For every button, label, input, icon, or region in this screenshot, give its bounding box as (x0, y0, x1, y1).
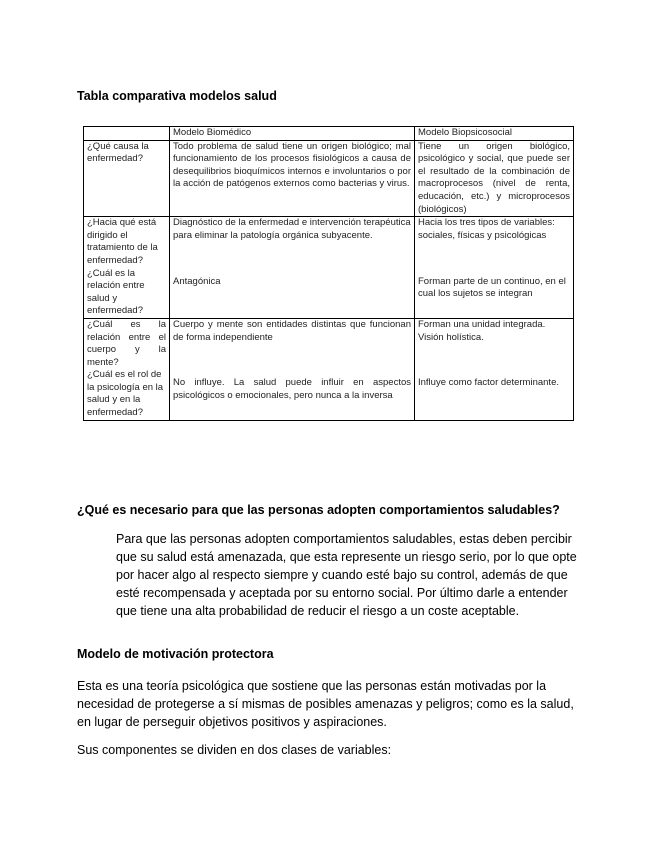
row-biopsicosocial (415, 369, 574, 420)
question-heading: ¿Qué es necesario para que las personas adopten comportamientos saludables? (77, 503, 560, 517)
row-biomedico (170, 268, 415, 319)
row-biomedico: Cuerpo y mente son entidades distintas que funcionan de forma independiente (170, 318, 415, 369)
header-cell-biopsicosocial: Modelo Biopsicosocial (415, 127, 574, 141)
row-biomedico-text: No influye. La salud puede influir en aspectos psicológicos o emocionales, pero nunca a la inversa (173, 377, 411, 401)
row-biomedico: Todo problema de salud tiene un origen biológico; mal funcionamiento de los procesos fisiológicos a causa de desequilibrios bioquímicos internos e involuntarios o por la acción de patógenos externos como bacterias y virus. (170, 140, 415, 217)
answer-paragraph: Para que las personas adopten comportamientos saludables, estas deben percibir que su salud está amenazada, que esta represente un riesgo serio, por lo que opte por hacer algo al respecto siempre y cuando esté bajo su control, además de que esté recompensada y aceptada por su entorno social. Por último darle a entender que tiene una alta probabilidad de reducir el riesgo a un coste aceptable. (116, 532, 577, 618)
section-heading: Modelo de motivación protectora (77, 647, 274, 661)
section-paragraph: Esta es una teoría psicológica que sostiene que las personas están motivadas por la necesidad de protegerse a sí mismas de posibles amenazas y peligros; como es la salud, en lugar de perseguir objetivos positivos y aspiraciones. (77, 679, 574, 729)
row-question: ¿Cuál es la relación entre el cuerpo y la mente? (84, 318, 170, 369)
table-title: Tabla comparativa modelos salud (77, 89, 277, 103)
row-question: ¿Hacia qué está dirigido el tratamiento de la enfermedad? (84, 217, 170, 268)
row-question: ¿Cuál es la relación entre salud y enfermedad? (84, 268, 170, 319)
table-row (84, 268, 574, 319)
row-question: ¿Cuál es el rol de la psicología en la salud y en la enfermedad? (84, 369, 170, 420)
comparison-table (83, 126, 574, 421)
header-cell-biomedico: Modelo Biomédico (170, 127, 415, 141)
row-biomedico: Diagnóstico de la enfermedad e intervención terapéutica para eliminar la patología orgánica subyacente. (170, 217, 415, 268)
row-biopsicosocial: Hacia los tres tipos de variables: sociales, físicas y psicológicas (415, 217, 574, 268)
header-cell-empty (84, 127, 170, 141)
row-biopsicosocial-text: Forman parte de un continuo, en el cual los sujetos se integran (418, 275, 566, 300)
table-header-row (84, 127, 574, 141)
table-row (84, 217, 574, 268)
components-paragraph: Sus componentes se dividen en dos clases de variables: (77, 743, 392, 757)
table-row (84, 318, 574, 369)
row-question: ¿Qué causa la enfermedad? (84, 140, 170, 217)
table-row (84, 140, 574, 217)
table-row (84, 369, 574, 420)
row-biomedico (170, 369, 415, 420)
row-biopsicosocial: Forman una unidad integrada. Visión holística. (415, 318, 574, 369)
row-biopsicosocial (415, 268, 574, 319)
row-biomedico-text: Antagónica (173, 275, 221, 287)
row-biopsicosocial-text: Influye como factor determinante. (418, 377, 559, 389)
row-biopsicosocial: Tiene un origen biológico, psicológico y social, que puede ser el resultado de la combinación de macroprocesos (nivel de renta, educación, etc.) y microprocesos (biológicos) (415, 140, 574, 217)
